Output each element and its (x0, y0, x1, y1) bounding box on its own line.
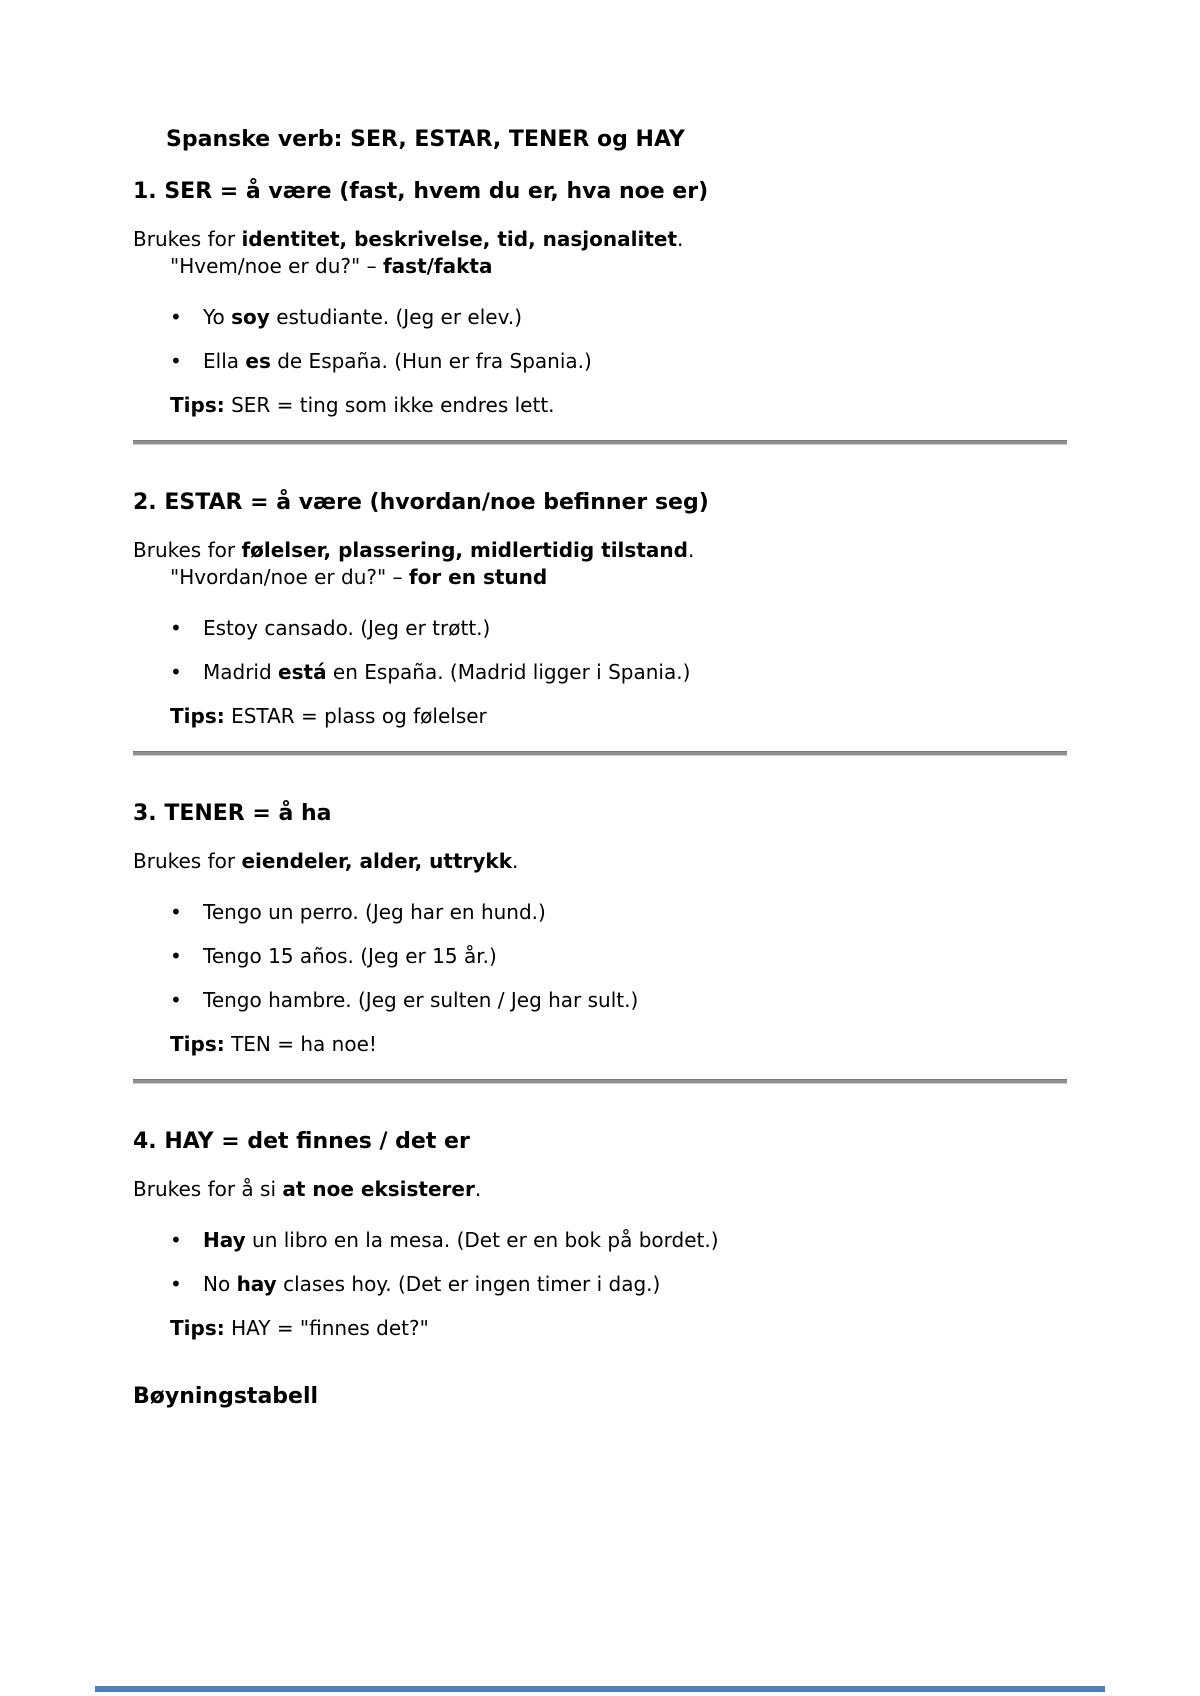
table-top-border (95, 1686, 1105, 1692)
bullet-item (133, 304, 1067, 330)
conjugation-table-heading: Bøyningstabell (133, 1384, 319, 1409)
bullet-text: Yo soy estudiante. (Jeg er elev.) (203, 305, 523, 329)
bullet-item (133, 659, 1067, 685)
bullet-list (133, 304, 1067, 374)
bullet-dot: • (170, 944, 182, 968)
intro-line: Brukes for følelser, plassering, midlertidig tilstand. (133, 538, 695, 562)
document-title: Spanske verb: SER, ESTAR, TENER og HAY (166, 127, 685, 152)
section-hay (133, 1128, 1067, 1341)
bullet-text: Estoy cansado. (Jeg er trøtt.) (203, 616, 491, 640)
bullet-dot: • (170, 305, 182, 329)
intro-line: Brukes for identitet, beskrivelse, tid, nasjonalitet. (133, 227, 684, 251)
bullet-text: Tengo 15 años. (Jeg er 15 år.) (203, 944, 497, 968)
bullet-dot: • (170, 988, 182, 1012)
tips-line: Tips: ESTAR = plass og følelser (170, 704, 487, 728)
bullet-item (133, 348, 1067, 374)
section-heading: 1. SER = å være (fast, hvem du er, hva noe er) (133, 179, 709, 204)
section-heading: 3. TENER = å ha (133, 801, 332, 826)
section-divider (133, 1079, 1067, 1084)
bullet-dot: • (170, 349, 182, 373)
bullet-text: Tengo hambre. (Jeg er sulten / Jeg har sult.) (203, 988, 639, 1012)
bullet-dot: • (170, 660, 182, 684)
section-divider (133, 751, 1067, 756)
bullet-list (133, 899, 1067, 1013)
bullet-item (133, 987, 1067, 1013)
bullet-text: Ella es de España. (Hun er fra Spania.) (203, 349, 592, 373)
tips-line: Tips: SER = ting som ikke endres lett. (170, 393, 555, 417)
bullet-item (133, 615, 1067, 641)
bullet-text: Madrid está en España. (Madrid ligger i Spania.) (203, 660, 691, 684)
section-divider (133, 440, 1067, 445)
bullet-dot: • (170, 1272, 182, 1296)
bullet-item (133, 899, 1067, 925)
section-heading: 4. HAY = det finnes / det er (133, 1129, 470, 1154)
bullet-dot: • (170, 900, 182, 924)
section-estar (133, 489, 1067, 756)
bullet-item (133, 943, 1067, 969)
bullet-item (133, 1227, 1067, 1253)
tips-line: Tips: HAY = "finnes det?" (170, 1316, 429, 1340)
bullet-text: No hay clases hoy. (Det er ingen timer i dag.) (203, 1272, 661, 1296)
bullet-dot: • (170, 616, 182, 640)
intro-line: Brukes for eiendeler, alder, uttrykk. (133, 849, 519, 873)
bullet-item (133, 1271, 1067, 1297)
tips-line: Tips: TEN = ha noe! (170, 1032, 377, 1056)
intro-line: Brukes for å si at noe eksisterer. (133, 1177, 482, 1201)
bullet-text: Hay un libro en la mesa. (Det er en bok på bordet.) (203, 1228, 719, 1252)
section-ser (133, 178, 1067, 445)
bullet-list (133, 1227, 1067, 1297)
bullet-dot: • (170, 1228, 182, 1252)
bullet-text: Tengo un perro. (Jeg har en hund.) (203, 900, 546, 924)
section-heading: 2. ESTAR = å være (hvordan/noe befinner seg) (133, 490, 709, 515)
bullet-list (133, 615, 1067, 685)
intro-subline: "Hvordan/noe er du?" – for en stund (170, 565, 548, 589)
intro-subline: "Hvem/noe er du?" – fast/fakta (170, 254, 493, 278)
section-tener (133, 800, 1067, 1084)
